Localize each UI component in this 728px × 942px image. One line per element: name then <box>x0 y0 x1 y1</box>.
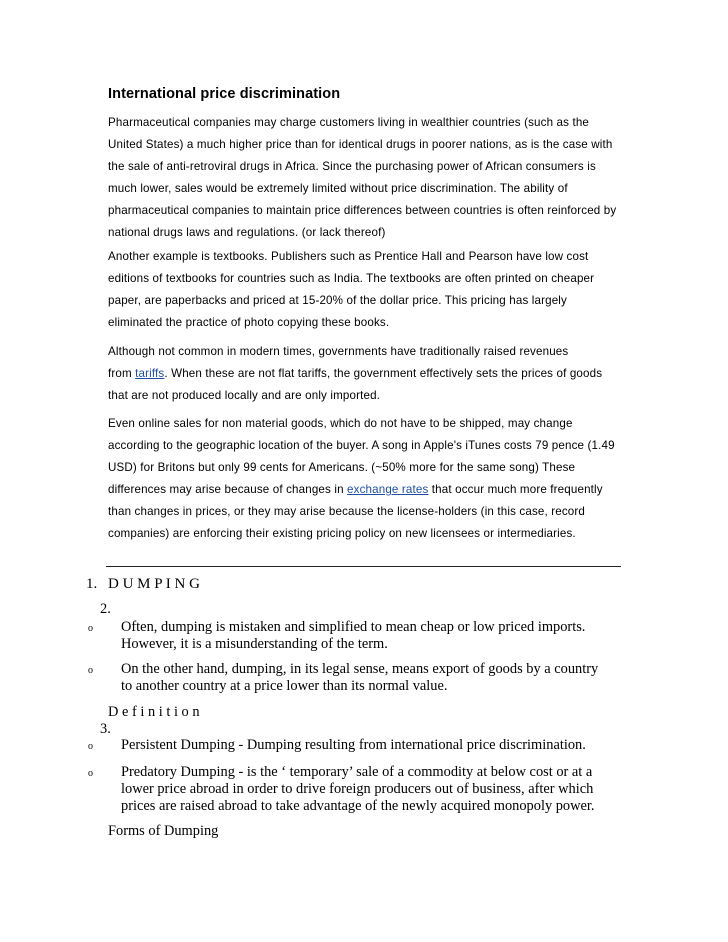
text-line: Although not common in modern times, governments have traditionally raised revenues <box>108 345 569 358</box>
forms-label: Forms of Dumping <box>108 823 219 839</box>
forms-item-line: Predatory Dumping - is the ‘ temporary’ sale of a commodity at below cost or at a <box>121 764 593 780</box>
outline-number-1: 1. <box>86 576 98 592</box>
text-line: Even online sales for non material goods, which do not have to be shipped, may change <box>108 417 573 430</box>
text-line <box>108 367 602 380</box>
outline-number-3: 3. <box>100 721 111 737</box>
dumping-item-line: On the other hand, dumping, in its legal sense, means export of goods by a country <box>121 661 599 677</box>
text-line: paper, are paperbacks and priced at 15-20% of the dollar price. This pricing has largely <box>108 294 567 307</box>
text-line: according to the geographic location of the buyer. A song in Apple's iTunes costs 79 pence (1.49 <box>108 439 615 452</box>
text-line: United States) a much higher price than for identical drugs in poorer nations, as is the case with <box>108 138 613 151</box>
bullet-marker: o <box>88 741 93 752</box>
text-line: editions of textbooks for countries such as India. The textbooks are often printed on cheaper <box>108 272 595 285</box>
definition-label: D e f i n i t i o n <box>108 704 200 720</box>
text-line <box>108 483 603 496</box>
text-fragment: differences may arise because of changes in <box>108 483 348 496</box>
outline-number-2: 2. <box>100 601 111 617</box>
forms-item-line: lower price abroad in order to drive foreign producers out of business, after which <box>121 781 594 797</box>
tariffs-link[interactable]: tariffs <box>135 367 165 380</box>
text-fragment: from <box>108 367 136 380</box>
text-line: Pharmaceutical companies may charge customers living in wealthier countries (such as the <box>108 116 590 129</box>
text-line: Another example is textbooks. Publishers such as Prentice Hall and Pearson have low cost <box>108 250 589 263</box>
section-heading: International price discrimination <box>108 86 341 102</box>
text-line: that are not produced locally and are only imported. <box>108 389 381 402</box>
dumping-item-line: to another country at a price lower than its normal value. <box>121 678 448 694</box>
dumping-item-line: Often, dumping is mistaken and simplified to mean cheap or low priced imports. <box>121 619 586 635</box>
text-line: the sale of anti-retroviral drugs in Africa. Since the purchasing power of African consumers is <box>108 160 596 173</box>
text-line: national drugs laws and regulations. (or lack thereof) <box>108 226 386 239</box>
forms-item-line: prices are raised abroad to take advantage of the newly acquired monopoly power. <box>121 798 595 814</box>
bullet-marker: o <box>88 623 93 634</box>
text-fragment: . When these are not flat tariffs, the government effectively sets the prices of goods <box>164 367 603 380</box>
bullet-marker: o <box>88 665 93 676</box>
forms-item-line: Persistent Dumping - Dumping resulting from international price discrimination. <box>121 737 586 753</box>
text-line: much lower, sales would be extremely limited without price discrimination. The ability of <box>108 182 568 195</box>
text-line: companies) are enforcing their existing pricing policy on new licensees or intermediaries. <box>108 527 576 540</box>
exchange-rates-link[interactable]: exchange rates <box>347 483 429 496</box>
horizontal-rule <box>106 566 621 567</box>
text-fragment: that occur much more frequently <box>428 483 603 496</box>
text-line: USD) for Britons but only 99 cents for Americans. (~50% more for the same song) These <box>108 461 576 474</box>
text-line: pharmaceutical companies to maintain price differences between countries is often reinforced by <box>108 204 617 217</box>
dumping-title: D U M P I N G <box>108 576 200 592</box>
text-line: eliminated the practice of photo copying these books. <box>108 316 390 329</box>
bullet-marker: o <box>88 768 93 779</box>
dumping-item-line: However, it is a misunderstanding of the term. <box>121 636 388 652</box>
text-line: than changes in prices, or they may arise because the license-holders (in this case, record <box>108 505 585 518</box>
